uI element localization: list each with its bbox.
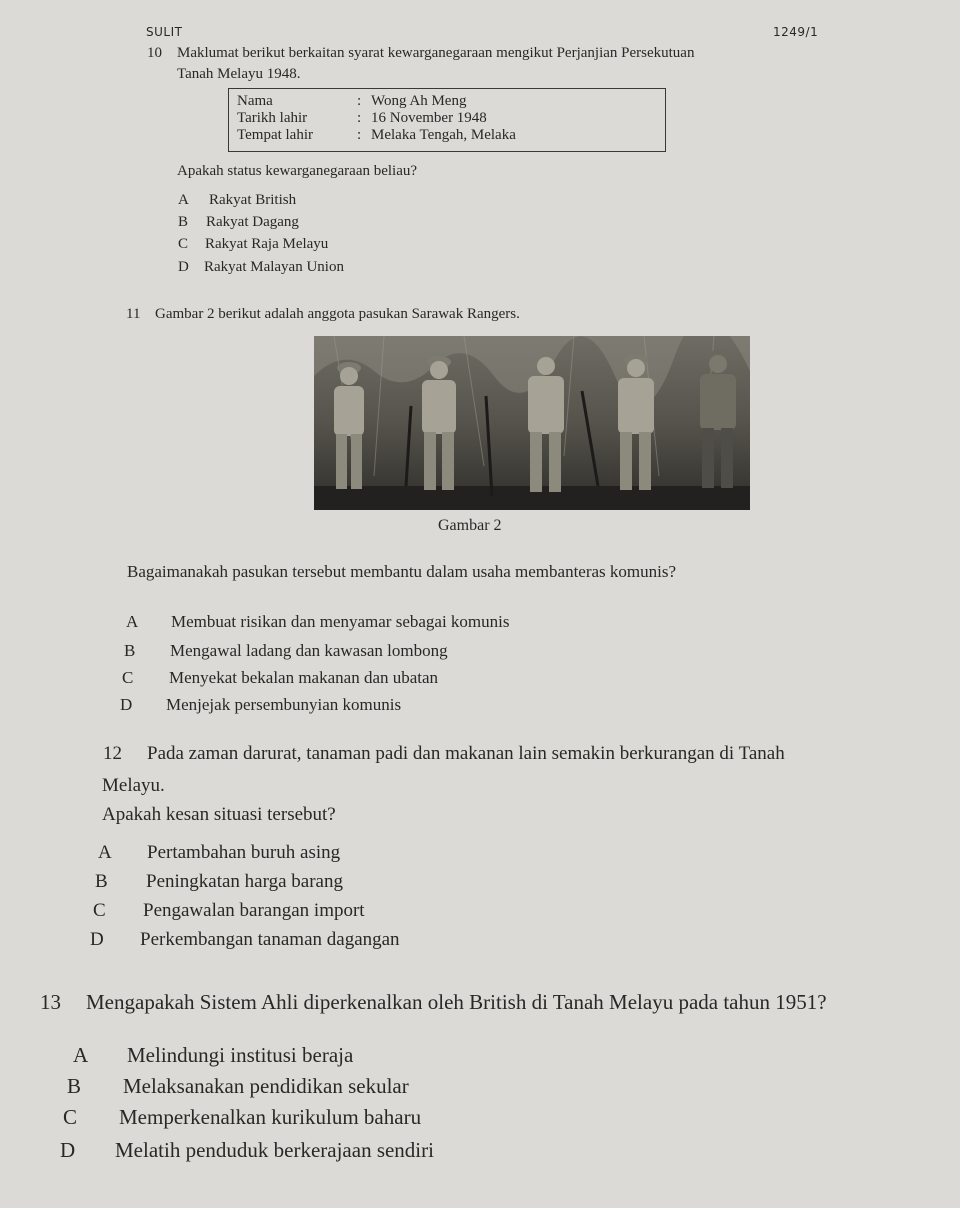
photo-caption: Gambar 2 xyxy=(438,517,502,534)
q13-option-c-text: Memperkenalkan kurikulum baharu xyxy=(119,1105,422,1129)
info-key: Nama xyxy=(237,93,273,109)
q13-option-b-letter: B xyxy=(67,1074,82,1098)
q10-option-b-letter: B xyxy=(178,214,189,230)
q12-option-d-text: Perkembangan tanaman dagangan xyxy=(140,929,400,950)
q12-option-c-text: Pengawalan barangan import xyxy=(143,900,365,921)
q10-option-c-text: Rakyat Raja Melayu xyxy=(205,236,329,252)
q11-option-a-letter: A xyxy=(126,612,139,631)
q11-option-d-text: Menjejak persembunyian komunis xyxy=(166,695,402,714)
q11-option-c-letter: C xyxy=(122,668,134,687)
info-colon: : xyxy=(357,127,362,143)
info-row xyxy=(237,127,665,144)
q12-question: Apakah kesan situasi tersebut? xyxy=(102,804,336,825)
q10-question: Apakah status kewarganegaraan beliau? xyxy=(177,163,418,179)
q11-number: 11 xyxy=(126,306,141,322)
q11-question: Bagaimanakah pasukan tersebut membantu dalam usaha membanteras komunis? xyxy=(127,562,677,581)
sarawak-rangers-photo xyxy=(314,336,750,510)
q11-option-d-letter: D xyxy=(120,695,133,714)
q11-stem: Gambar 2 berikut adalah anggota pasukan Sarawak Rangers. xyxy=(155,306,520,322)
q12-option-b-text: Peningkatan harga barang xyxy=(146,871,343,892)
q13-option-d-letter: D xyxy=(60,1138,76,1162)
q10-option-d-letter: D xyxy=(178,259,189,275)
q11-option-a-text: Membuat risikan dan menyamar sebagai komunis xyxy=(171,612,510,631)
q10-option-a-text: Rakyat British xyxy=(209,192,297,208)
header-confidential: SULIT xyxy=(146,25,183,39)
q13-stem: Mengapakah Sistem Ahli diperkenalkan oleh British di Tanah Melayu pada tahun 1951? xyxy=(86,990,827,1014)
q10-stem-line1: Maklumat berikut berkaitan syarat kewarganegaraan mengikut Perjanjian Persekutuan xyxy=(177,45,695,61)
header-paper-code: 1249/1 xyxy=(773,25,819,39)
q12-option-a-text: Pertambahan buruh asing xyxy=(147,842,341,863)
q11-option-b-letter: B xyxy=(124,641,136,660)
q12-stem-line2: Melayu. xyxy=(102,775,165,796)
q13-option-d-text: Melatih penduduk berkerajaan sendiri xyxy=(115,1138,434,1162)
info-value: Melaka Tengah, Melaka xyxy=(371,127,516,143)
q12-option-c-letter: C xyxy=(93,900,106,921)
q12-option-d-letter: D xyxy=(90,929,104,950)
info-row xyxy=(237,93,665,110)
q10-info-box xyxy=(228,88,666,152)
info-colon: : xyxy=(357,110,362,126)
q10-option-c-letter: C xyxy=(178,236,189,252)
info-row xyxy=(237,110,665,127)
q12-option-a-letter: A xyxy=(98,842,112,863)
q12-stem-line1: Pada zaman darurat, tanaman padi dan makanan lain semakin berkurangan di Tanah xyxy=(147,743,785,764)
q12-option-b-letter: B xyxy=(95,871,108,892)
q10-stem-line2: Tanah Melayu 1948. xyxy=(177,66,301,82)
q10-number: 10 xyxy=(147,45,162,61)
q13-option-c-letter: C xyxy=(63,1105,78,1129)
q10-option-b-text: Rakyat Dagang xyxy=(206,214,299,230)
q13-option-b-text: Melaksanakan pendidikan sekular xyxy=(123,1074,409,1098)
q13-option-a-text: Melindungi institusi beraja xyxy=(127,1043,354,1067)
info-value: Wong Ah Meng xyxy=(371,93,467,109)
q10-option-a-letter: A xyxy=(178,192,189,208)
info-key: Tarikh lahir xyxy=(237,110,308,126)
q13-option-a-letter: A xyxy=(73,1043,89,1067)
photo-illustration xyxy=(314,336,750,510)
q11-option-b-text: Mengawal ladang dan kawasan lombong xyxy=(170,641,448,660)
info-colon: : xyxy=(357,93,362,109)
q10-option-d-text: Rakyat Malayan Union xyxy=(204,259,344,275)
info-value: 16 November 1948 xyxy=(371,110,487,126)
info-key: Tempat lahir xyxy=(237,127,314,143)
q13-number: 13 xyxy=(40,990,61,1014)
q11-option-c-text: Menyekat bekalan makanan dan ubatan xyxy=(169,668,439,687)
q12-number: 12 xyxy=(103,743,122,764)
